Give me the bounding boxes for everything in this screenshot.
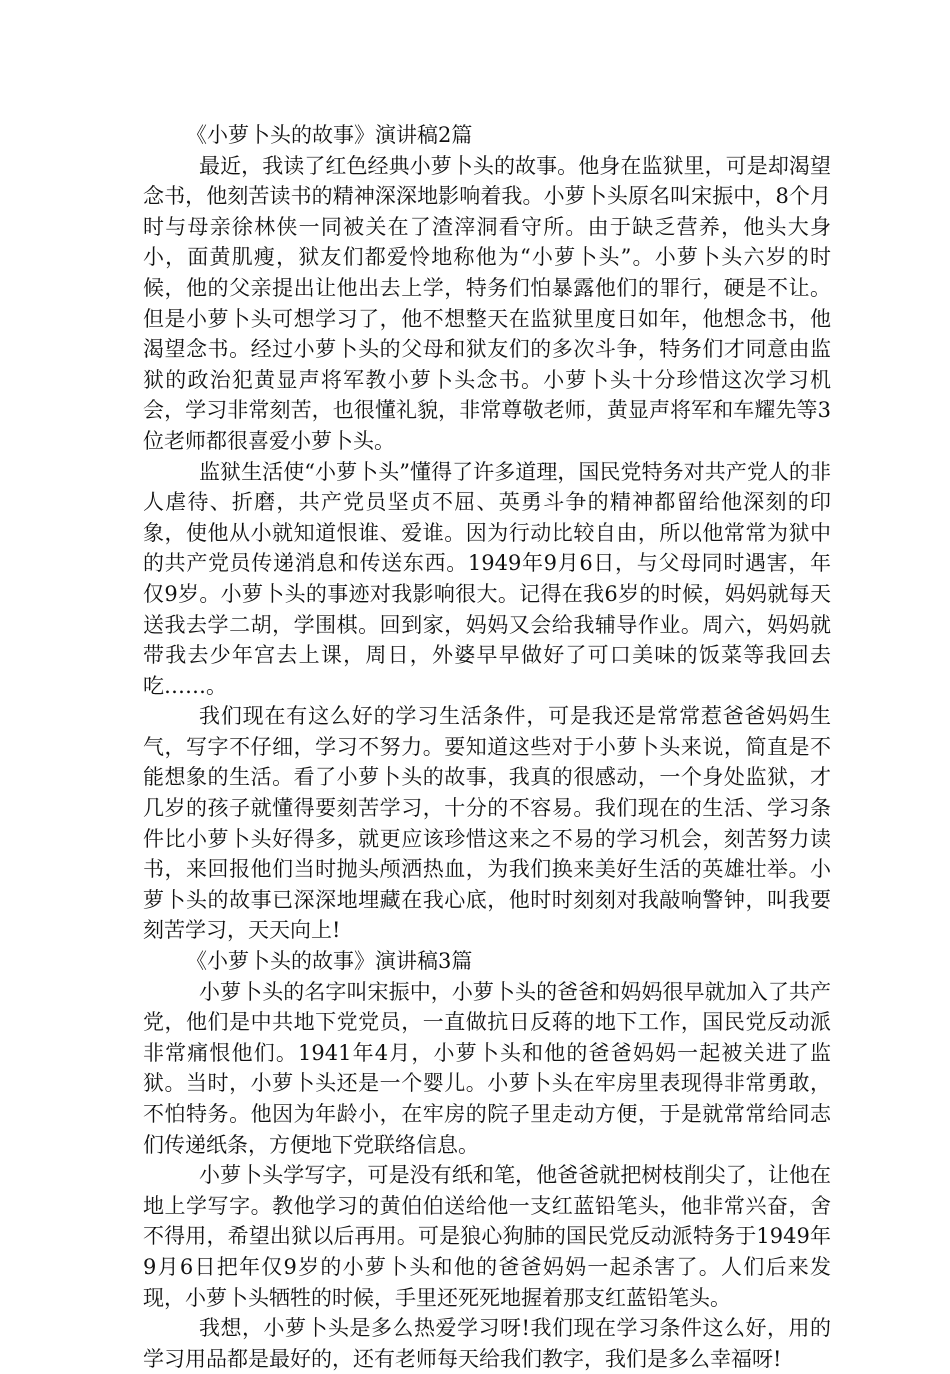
section-title: 《小萝卜头的故事》演讲稿3篇 <box>186 949 473 974</box>
document-page <box>143 120 831 1374</box>
section-title: 《小萝卜头的故事》演讲稿2篇 <box>186 123 473 147</box>
body-paragraph: 小萝卜头的名字叫宋振中，小萝卜头的爸爸和妈妈很早就加入了共产党，他们是中共地下党党员，一直做抗日反蒋的地下工作，国民党反动派非常痛恨他们。1941年4月，小萝卜头和他的爸爸妈妈一起被关进了监狱。当时，小萝卜头还是一个婴儿。小萝卜头在牢房里表现得非常勇敢，不怕特务。他因为年龄小，在牢房的院子里走动方便，于是就常常给同志们传递纸条，方便地下党联络信息。 <box>143 979 831 1157</box>
body-paragraph: 监狱生活使“小萝卜头”懂得了许多道理，国民党特务对共产党人的非人虐待、折磨，共产党员坚贞不屈、英勇斗争的精神都留给他深刻的印象，使他从小就知道恨谁、爱谁。因为行动比较自由，所以他常常为狱中的共产党员传递消息和传送东西。1949年9月6日，与父母同时遇害，年仅9岁。小萝卜头的事迹对我影响很大。记得在我6岁的时候，妈妈就每天送我去学二胡，学围棋。回到家，妈妈又会给我辅导作业。周六，妈妈就带我去少年宫去上课，周日，外婆早早做好了可口美味的饭菜等我回去吃……。 <box>143 459 831 698</box>
body-paragraph: 我想，小萝卜头是多么热爱学习呀!我们现在学习条件这么好，用的学习用品都是最好的，还有老师每天给我们教字，我们是多么幸福呀! <box>143 1316 831 1371</box>
body-paragraph: 小萝卜头学写字，可是没有纸和笔，他爸爸就把树枝削尖了，让他在地上学写字。教他学习的黄伯伯送给他一支红蓝铅笔头，他非常兴奋，舍不得用，希望出狱以后再用。可是狼心狗肺的国民党反动派特务于1949年9月6日把年仅9岁的小萝卜头和他的爸爸妈妈一起杀害了。人们后来发现，小萝卜头牺牲的时候，手里还死死地握着那支红蓝铅笔头。 <box>143 1163 831 1310</box>
body-paragraph: 最近，我读了红色经典小萝卜头的故事。他身在监狱里，可是却渴望念书，他刻苦读书的精神深深地影响着我。小萝卜头原名叫宋振中，8个月时与母亲徐林侠一同被关在了渣滓洞看守所。由于缺乏营养，他头大身小，面黄肌瘦，狱友们都爱怜地称他为“小萝卜头”。小萝卜头六岁的时候，他的父亲提出让他出去上学，特务们怕暴露他们的罪行，硬是不让。但是小萝卜头可想学习了，他不想整天在监狱里度日如年，他想念书，他渴望念书。经过小萝卜头的父母和狱友们的多次斗争，特务们才同意由监狱的政治犯黄显声将军教小萝卜头念书。小萝卜头十分珍惜这次学习机会，学习非常刻苦，也很懂礼貌，非常尊敬老师，黄显声将军和车耀先等3位老师都很喜爱小萝卜头。 <box>143 153 831 453</box>
body-paragraph: 我们现在有这么好的学习生活条件，可是我还是常常惹爸爸妈妈生气，写字不仔细，学习不努力。要知道这些对于小萝卜头来说，简直是不能想象的生活。看了小萝卜头的故事，我真的很感动，一个身处监狱，才几岁的孩子就懂得要刻苦学习，十分的不容易。我们现在的生活、学习条件比小萝卜头好得多，就更应该珍惜这来之不易的学习机会，刻苦努力读书，来回报他们当时抛头颅洒热血，为我们换来美好生活的英雄壮举。小萝卜头的故事已深深地埋藏在我心底，他时时刻刻对我敲响警钟，叫我要刻苦学习，天天向上! <box>143 704 831 943</box>
